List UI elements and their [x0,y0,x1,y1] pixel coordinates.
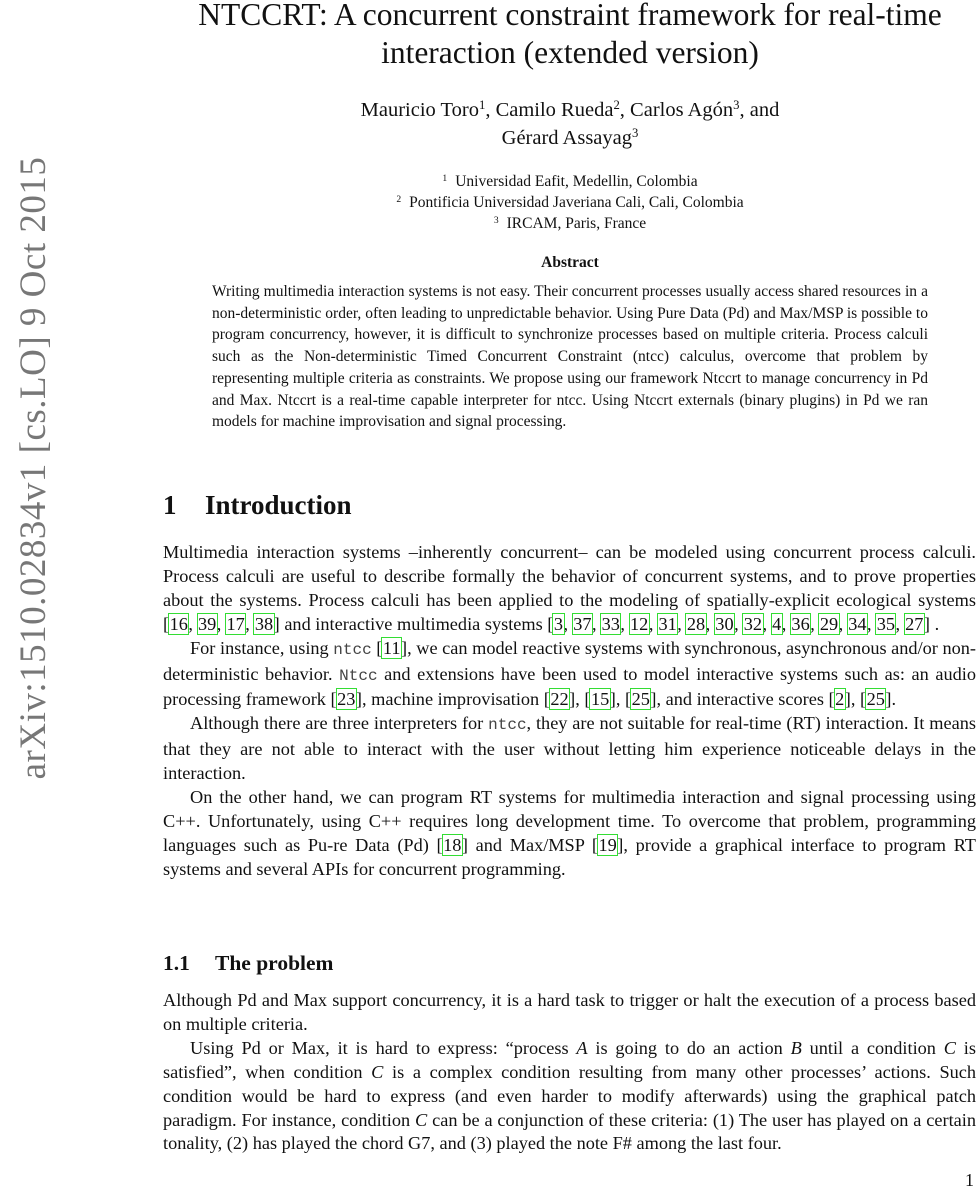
section-title: Introduction [205,490,352,520]
introduction-body [163,541,976,882]
author-affiliation-mark: 3 [733,98,740,113]
math-variable: C [415,1109,428,1130]
arxiv-identifier-stamp: arXiv:1510.02834v1 [cs.LO] 9 Oct 2015 [13,156,54,780]
author-name: Carlos Agón [630,99,734,121]
problem-body [163,989,976,1156]
citation-link[interactable]: 17 [226,613,245,634]
citation-link[interactable]: 18 [443,834,462,855]
citation-link[interactable]: 19 [598,834,617,855]
citation-link[interactable]: 11 [382,637,401,658]
subsection-heading [163,949,333,977]
paragraph: Multimedia interaction systems –inherently concurrent– can be modeled using concurrent process calculi. Process calculi are useful to describe formally the behavior of concurrent systems, and to prove properties about the systems. Process calculi has been applied to the modeling of spatially-explicit ecological systems [16, 39, 17, 38] and interactive multimedia systems [3, 37, 33, 12, 31, 28, 30, 32, 4, 36, 29, 34, 35, 27] . [163,542,976,634]
author-list: Mauricio Toro$^1$, Camilo Rueda$^2$, Carlos Agón$^3$, and Gérard Assayag$^3$ [360,98,780,149]
citation-link[interactable]: 38 [254,613,274,634]
affiliation: $^2$ Pontificia Universidad Javeriana Cali, Cali, Colombia [396,193,744,211]
subsection-number: 1.1 [163,951,190,975]
math-variable: C [943,1037,956,1058]
abstract-text: Writing multimedia interaction systems is not easy. Their concurrent processes usually access shared resources in a non-deterministic order, often leading to unpredictable behavior. Using Pure Data (Pd) and Max/MSP is possible to program concurrency, however, it is difficult to synchronize processes based on multiple criteria. Process calculi such as the Non-deterministic Timed Concurrent Constraint (ntcc) calculus, overcome that problem by representing multiple criteria as constraints. We propose using our framework Ntccrt to manage concurrency in Pd and Max. Ntccrt is a real-time capable interpreter for ntcc. Using Ntccrt externals (binary plugins) in Pd we ran models for machine improvisation and signal processing. [212,283,928,431]
title-line-2: interaction (extended version) [381,35,759,70]
author-name: Mauricio Toro [360,99,479,121]
title-line-1: NTCCRT: A concurrent constraint framework for real-time [198,0,942,32]
subsection-title: The problem [215,951,334,975]
math-variable: C [371,1061,384,1082]
citation-link[interactable]: 28 [686,613,706,634]
citation-link[interactable]: 27 [905,613,924,634]
paragraph: Although Pd and Max support concurrency, it is a hard task to trigger or halt the execution of a process based on multiple criteria. [163,990,976,1034]
code-term: ntcc [488,716,527,735]
citation-link[interactable]: 12 [630,613,649,634]
citation-link[interactable]: 35 [876,613,895,634]
affiliation: $^1$ Universidad Eafit, Medellin, Colombia [442,172,698,190]
paragraph: For instance, using ntcc [11], we can model reactive systems with synchronous, asynchronous and/or non-deterministic behavior. Ntcc and extensions have been used to model interactive systems such as: an audio processing framework [23], machine improvisation [22], [15], [25], and interactive scores [2], [25]. [163,637,976,710]
citation-link[interactable]: 2 [835,689,845,710]
math-variable: B [790,1037,802,1058]
paragraph: Using Pd or Max, it is hard to express: “process A is going to do an action B until a condition C is satisfied”, when condition C is a complex condition resulting from many other processes’ actions. Such condition would be hard to express (and even harder to modify afterwards) using the graphical patch paradigm. For instance, condition C can be a conjunction of these criteria: (1) The user has played on a certain tonality, (2) has played the chord G7, and (3) played the note F# among the last four. [163,1037,977,1154]
author-name: Gérard Assayag [501,127,632,149]
author-affiliation-mark: 1 [478,98,486,113]
abstract-heading: Abstract [541,254,599,271]
citation-link[interactable]: 15 [590,689,610,710]
citation-group: 3, 37, 33, 12, 31, 28, 30, 32, 4, 36, 29, 34, 35, 27 [553,613,924,634]
citation-link[interactable]: 16 [169,613,188,634]
authors-conjunction: and [749,99,780,121]
citation-link[interactable]: 39 [198,613,217,634]
citation-link[interactable]: 36 [791,613,810,634]
citation-link[interactable]: 23 [337,689,356,710]
citation-link[interactable]: 31 [658,613,677,634]
citation-link[interactable]: 37 [573,613,592,634]
author-name: Camilo Rueda [495,99,614,121]
citation-link[interactable]: 22 [550,689,569,710]
affiliation-list [270,171,870,234]
citation-link[interactable]: 25 [866,689,885,710]
paragraph: Although there are three interpreters for ntcc, they are not suitable for real-time (RT) interaction. It means that they are not able to interact with the user without letting him experience noticeable delays in the interaction. [163,713,977,784]
citation-link[interactable]: 30 [715,613,734,634]
paragraph: On the other hand, we can program RT systems for multimedia interaction and signal processing using C++. Unfortunately, using C++ requires long development time. To overcome that problem, programming languages such as Pu-re Data (Pd) [18] and Max/MSP [19], provide a graphical interface to program RT systems and several APIs for concurrent programming. [163,787,976,879]
code-term: Ntcc [339,666,378,685]
author-affiliation-mark: 2 [613,98,620,113]
citation-link[interactable]: 4 [772,613,782,634]
page-number: 1 [965,1170,974,1190]
code-term: ntcc [333,640,372,659]
citation-group: 16, 39, 17, 38 [169,613,274,634]
citation-link[interactable]: 32 [743,613,762,634]
citation-link[interactable]: 3 [553,613,564,634]
affiliation: $^3$ IRCAM, Paris, France [493,214,647,232]
citation-link[interactable]: 25 [631,689,650,710]
paper-title [140,0,978,72]
citation-link[interactable]: 33 [601,613,620,634]
section-number: 1 [163,490,177,520]
citation-link[interactable]: 29 [819,613,839,634]
section-heading [163,487,352,523]
citation-link[interactable]: 34 [848,613,867,634]
math-variable: A [576,1037,588,1058]
author-affiliation-mark: 3 [632,126,639,141]
